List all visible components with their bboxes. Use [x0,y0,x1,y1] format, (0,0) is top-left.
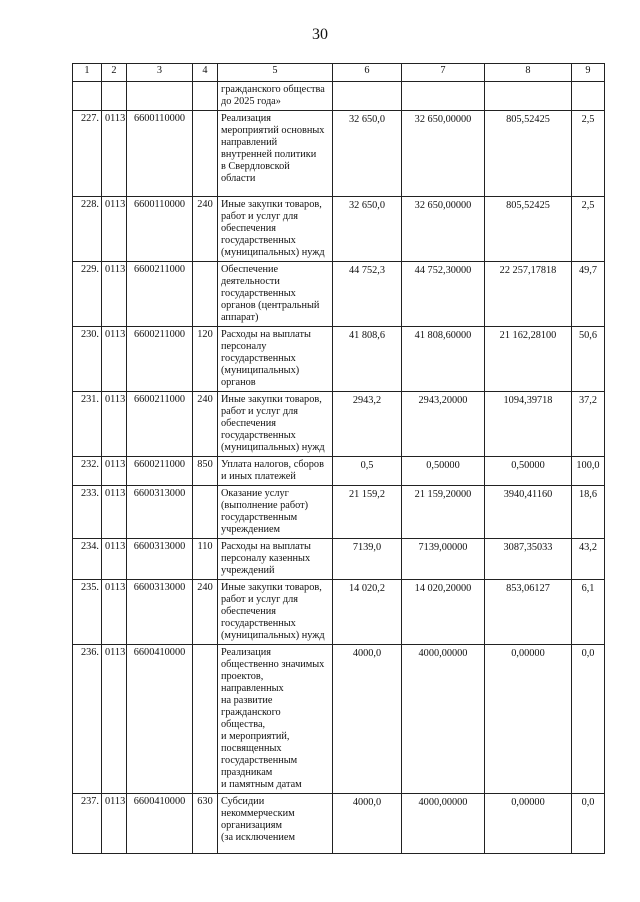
plan-amount: 32 650,0 [333,111,402,197]
table-row [73,197,605,262]
item-name: Реализация мероприятий основных направлений внутренней политики в Свердловской области [218,111,333,197]
table-row [73,457,605,486]
refined-amount: 0,50000 [402,457,485,486]
section-code: 0113 [102,262,127,327]
section-code: 0113 [102,327,127,392]
expense-type: 120 [193,327,218,392]
section-code: 0113 [102,645,127,794]
refined-amount: 44 752,30000 [402,262,485,327]
item-name: Иные закупки товаров, работ и услуг для обеспечения государственных (муниципальных) нужд [218,392,333,457]
item-name: Обеспечение деятельности государственных органов (центральный аппарат) [218,262,333,327]
row-number: 234. [73,539,102,580]
page-number: 30 [312,26,328,43]
expense-type: 240 [193,392,218,457]
section-code: 0113 [102,580,127,645]
expense-type: 630 [193,794,218,854]
expense-type: 240 [193,580,218,645]
refined-amount: 7139,00000 [402,539,485,580]
expense-type [193,262,218,327]
percent-done: 6,1 [572,580,605,645]
refined-amount: 4000,00000 [402,794,485,854]
plan-amount: 14 020,2 [333,580,402,645]
percent-done: 0,0 [572,645,605,794]
actual-amount: 3087,35033 [485,539,572,580]
header-cell: 8 [485,64,572,82]
target-article: 6600211000 [127,457,193,486]
row-number: 230. [73,327,102,392]
row-number: 228. [73,197,102,262]
header-row [73,64,605,82]
target-article: 6600110000 [127,111,193,197]
actual-amount: 22 257,17818 [485,262,572,327]
plan-amount: 2943,2 [333,392,402,457]
item-name: Субсидии некоммерческим организациям (за исключением [218,794,333,854]
target-article: 6600313000 [127,580,193,645]
section-code: 0113 [102,457,127,486]
refined-amount: 21 159,20000 [402,486,485,539]
item-name: Иные закупки товаров, работ и услуг для обеспечения государственных (муниципальных) нужд [218,580,333,645]
section-code: 0113 [102,392,127,457]
target-article: 6600110000 [127,197,193,262]
expense-type [193,111,218,197]
table-row [73,327,605,392]
plan-amount: 7139,0 [333,539,402,580]
item-name: Оказание услуг (выполнение работ) государственным учреждением [218,486,333,539]
header-cell: 1 [73,64,102,82]
header-cell: 9 [572,64,605,82]
actual-amount: 0,00000 [485,645,572,794]
section-code: 0113 [102,486,127,539]
target-article: 6600410000 [127,645,193,794]
row-number: 227. [73,111,102,197]
target-article: 6600313000 [127,486,193,539]
header-cell: 3 [127,64,193,82]
continuation-name: гражданского общества до 2025 года» [218,82,333,111]
actual-amount: 853,06127 [485,580,572,645]
percent-done: 100,0 [572,457,605,486]
header-cell: 4 [193,64,218,82]
table-row [73,262,605,327]
table-row [73,794,605,854]
target-article: 6600211000 [127,262,193,327]
percent-done: 49,7 [572,262,605,327]
table-row [73,111,605,197]
refined-amount: 4000,00000 [402,645,485,794]
section-code: 0113 [102,794,127,854]
row-number: 237. [73,794,102,854]
table-row [73,645,605,794]
plan-amount: 21 159,2 [333,486,402,539]
item-name: Расходы на выплаты персоналу казенных учреждений [218,539,333,580]
plan-amount: 4000,0 [333,645,402,794]
actual-amount: 1094,39718 [485,392,572,457]
expense-type [193,645,218,794]
row-number: 229. [73,262,102,327]
percent-done: 37,2 [572,392,605,457]
target-article: 6600410000 [127,794,193,854]
expense-type: 850 [193,457,218,486]
actual-amount: 3940,41160 [485,486,572,539]
item-name: Реализация общественно значимых проектов, направленных на развитие гражданского общества, и мероприятий, посвященных государственным праздникам и памятным датам [218,645,333,794]
percent-done: 2,5 [572,197,605,262]
row-number: 231. [73,392,102,457]
expense-type: 110 [193,539,218,580]
percent-done: 50,6 [572,327,605,392]
plan-amount: 32 650,0 [333,197,402,262]
table-row [73,580,605,645]
actual-amount: 0,50000 [485,457,572,486]
expense-type [193,486,218,539]
plan-amount: 4000,0 [333,794,402,854]
refined-amount: 32 650,00000 [402,111,485,197]
plan-amount: 41 808,6 [333,327,402,392]
refined-amount: 32 650,00000 [402,197,485,262]
header-cell: 5 [218,64,333,82]
refined-amount: 41 808,60000 [402,327,485,392]
header-cell: 2 [102,64,127,82]
budget-table [72,63,605,854]
table-row [73,486,605,539]
section-code: 0113 [102,539,127,580]
percent-done: 0,0 [572,794,605,854]
plan-amount: 0,5 [333,457,402,486]
target-article: 6600211000 [127,327,193,392]
header-cell: 6 [333,64,402,82]
row-number: 235. [73,580,102,645]
table-row [73,392,605,457]
actual-amount: 21 162,28100 [485,327,572,392]
refined-amount: 2943,20000 [402,392,485,457]
actual-amount: 805,52425 [485,111,572,197]
item-name: Расходы на выплаты персоналу государственных (муниципальных) органов [218,327,333,392]
actual-amount: 0,00000 [485,794,572,854]
section-code: 0113 [102,111,127,197]
expense-type: 240 [193,197,218,262]
percent-done: 43,2 [572,539,605,580]
header-cell: 7 [402,64,485,82]
actual-amount: 805,52425 [485,197,572,262]
item-name: Уплата налогов, сборов и иных платежей [218,457,333,486]
plan-amount: 44 752,3 [333,262,402,327]
percent-done: 2,5 [572,111,605,197]
target-article: 6600211000 [127,392,193,457]
row-number: 232. [73,457,102,486]
percent-done: 18,6 [572,486,605,539]
row-number: 236. [73,645,102,794]
table-row [73,539,605,580]
item-name: Иные закупки товаров, работ и услуг для обеспечения государственных (муниципальных) нужд [218,197,333,262]
continuation-row [73,82,605,111]
section-code: 0113 [102,197,127,262]
target-article: 6600313000 [127,539,193,580]
refined-amount: 14 020,20000 [402,580,485,645]
row-number: 233. [73,486,102,539]
